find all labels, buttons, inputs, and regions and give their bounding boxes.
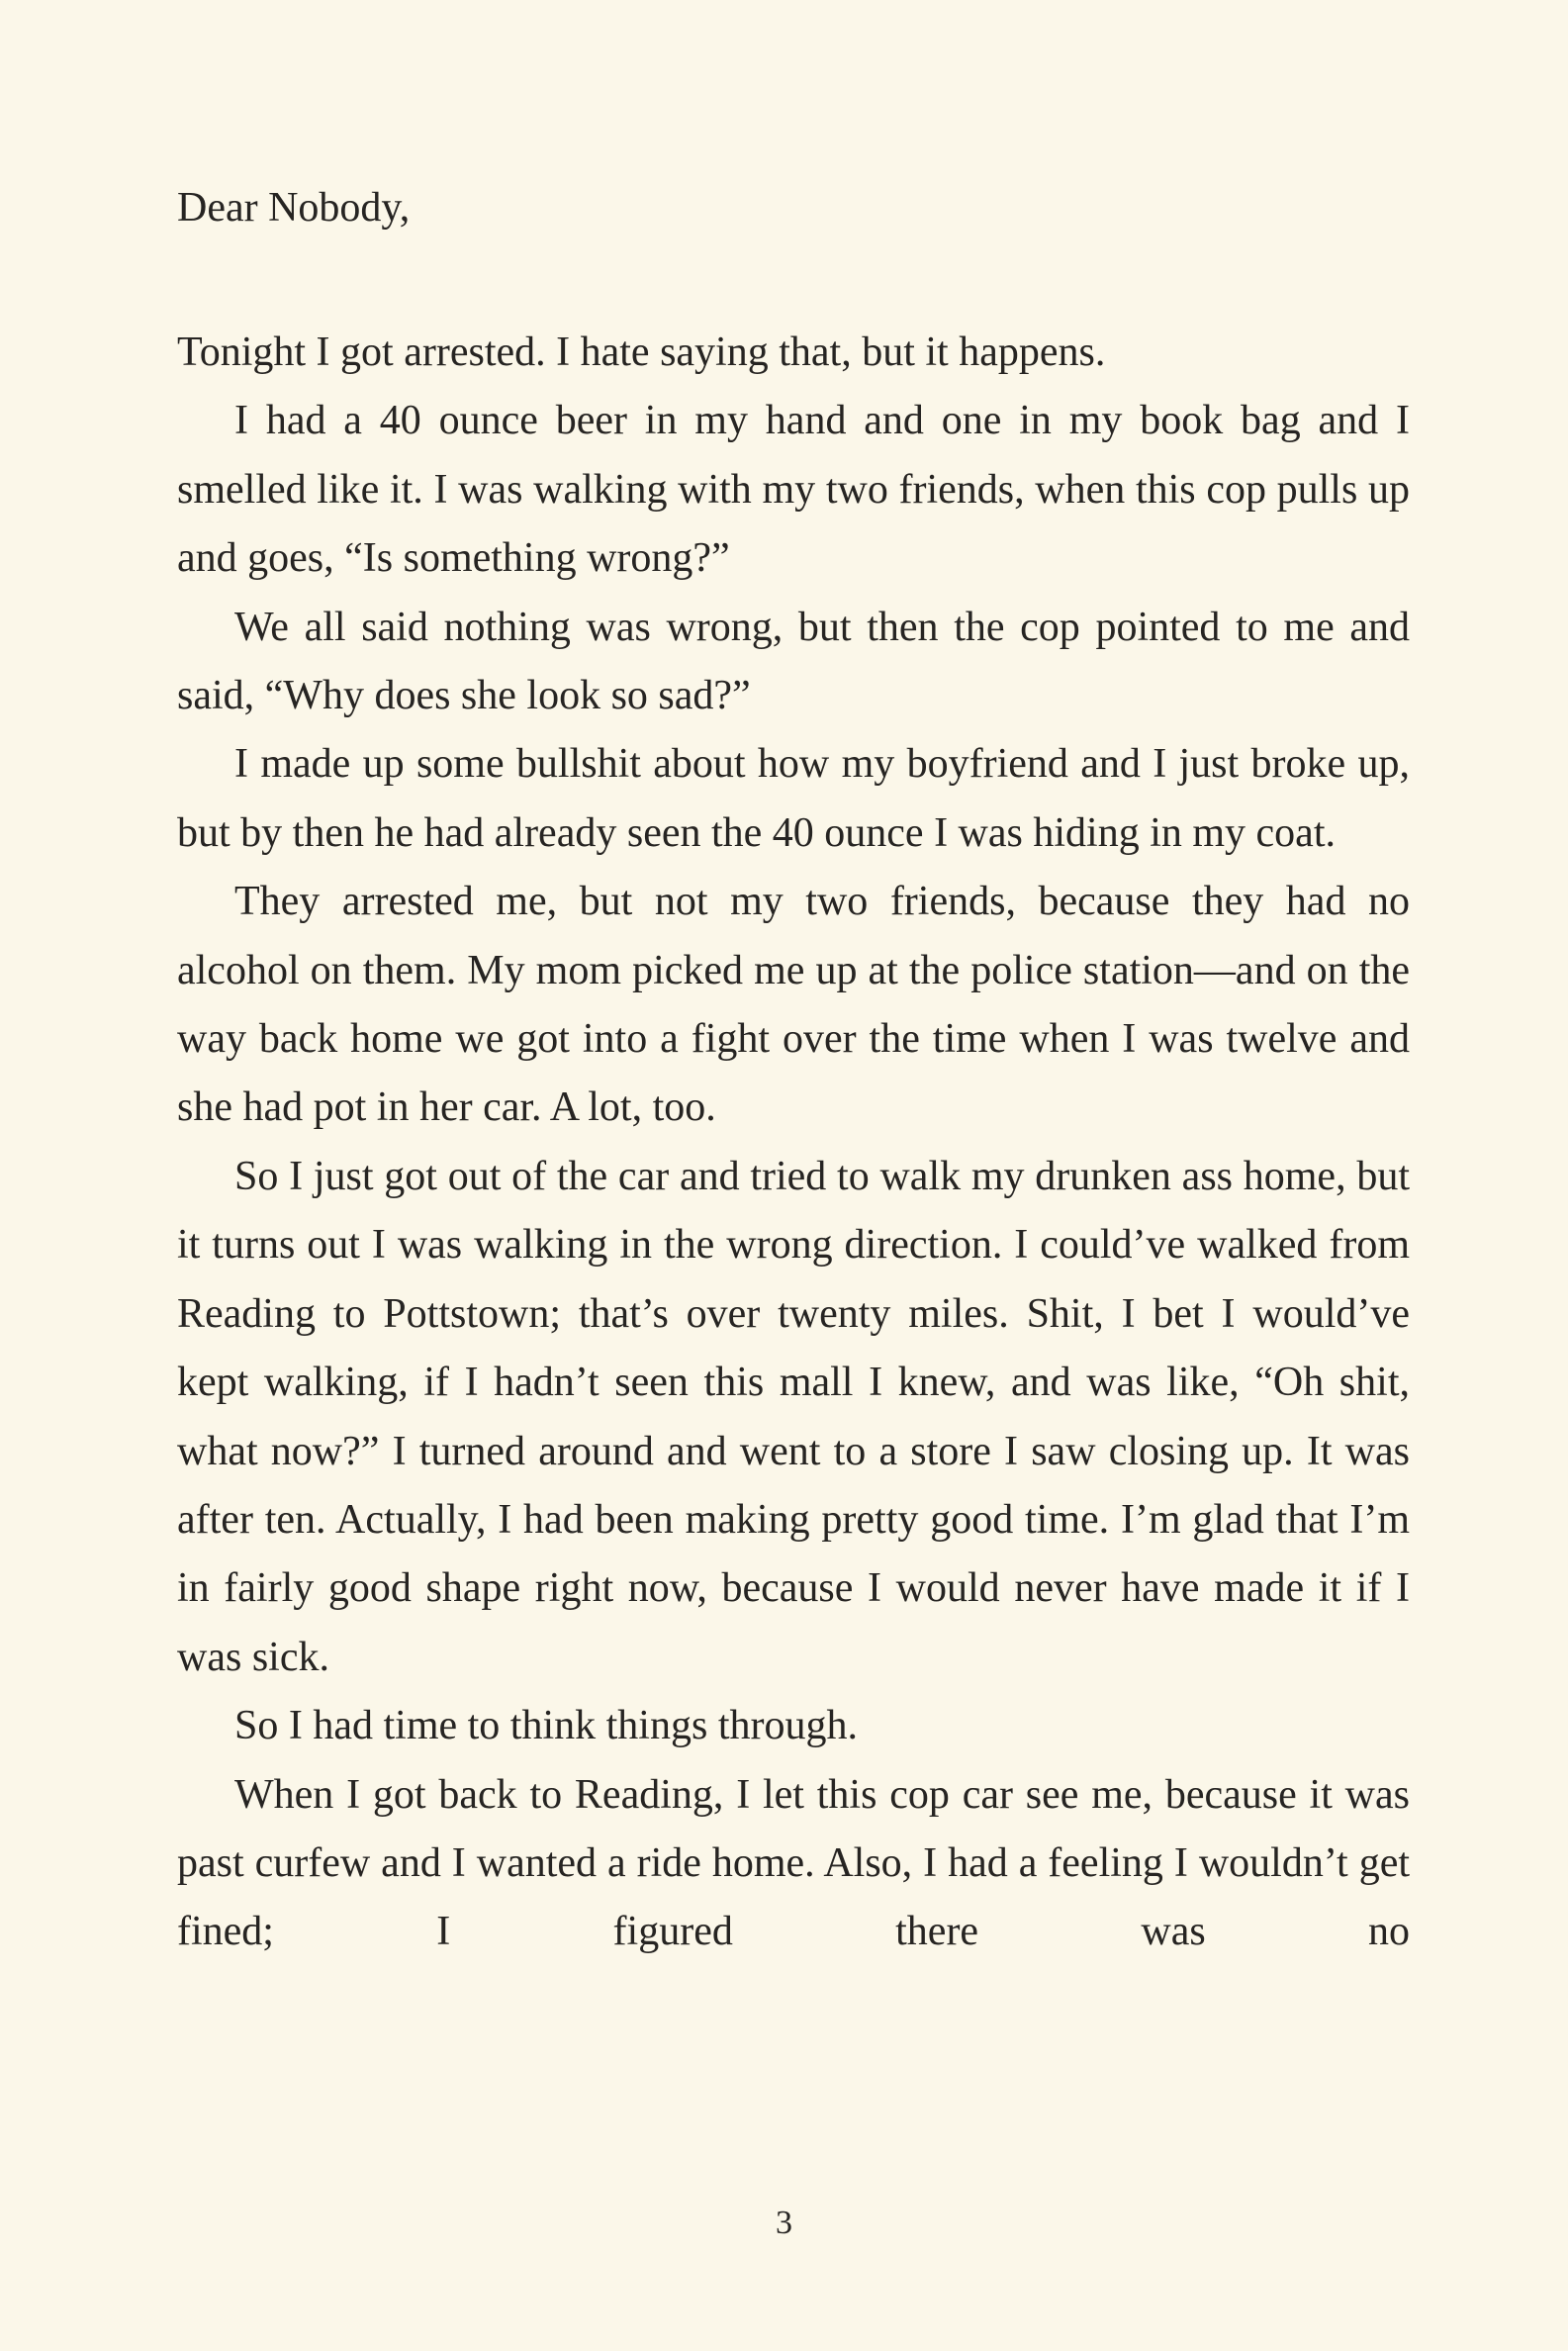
page-number: 3: [776, 2205, 792, 2241]
paragraph: I made up some bullshit about how my boyfriend and I just broke up, but by then he had already seen the 40 ounce I was hiding in my coat.: [177, 741, 1410, 856]
paragraph: When I got back to Reading, I let this cop car see me, because it was past curfew and I wanted a ride home. Also, I had a feeling I wouldn’t get fined; I figured there was no: [177, 1771, 1410, 1955]
letter-salutation: Dear Nobody,: [177, 185, 411, 231]
paragraph: Tonight I got arrested. I hate saying that, but it happens.: [177, 329, 1106, 375]
paragraph: We all said nothing was wrong, but then the cop pointed to me and said, “Why does she look so sad?”: [177, 604, 1410, 719]
paragraph: They arrested me, but not my two friends, because they had no alcohol on them. My mom picked me up at the police station—and on the way back home we got into a fight over the time when I was twelve and she had pot in her car. A lot, too.: [177, 879, 1410, 1131]
letter-body: [177, 319, 1410, 1967]
paragraph: So I had time to think things through.: [234, 1703, 858, 1749]
paragraph: I had a 40 ounce beer in my hand and one in my book bag and I smelled like it. I was walking with my two friends, when this cop pulls up and goes, “Is something wrong?”: [177, 398, 1410, 582]
paragraph: So I just got out of the car and tried to walk my drunken ass home, but it turns out I was walking in the wrong direction. I could’ve walked from Reading to Pottstown; that’s over twenty miles. Shit, I bet I would’ve kept walking, if I hadn’t seen this mall I knew, and was like, “Oh shit, what now?” I turned around and went to a store I saw closing up. It was after ten. Actually, I had been making pretty good time. I’m glad that I’m in fairly good shape right now, because I would never have made it if I was sick.: [177, 1153, 1410, 1680]
